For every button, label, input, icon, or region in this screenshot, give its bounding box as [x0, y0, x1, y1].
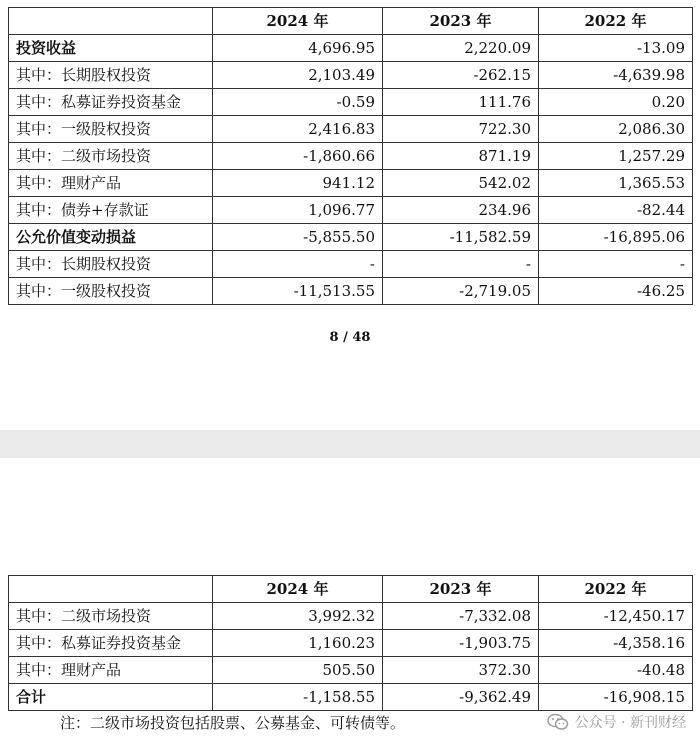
table-row	[9, 251, 693, 278]
value-cell: -12,450.17	[539, 603, 693, 630]
table-row	[9, 170, 693, 197]
value-cell: 871.19	[383, 143, 539, 170]
value-cell: -46.25	[539, 278, 693, 305]
value-cell: -40.48	[539, 657, 693, 684]
value-cell: -16,895.06	[539, 224, 693, 251]
page-separator	[0, 430, 700, 458]
value-cell: 1,160.23	[213, 630, 383, 657]
value-cell: -11,582.59	[383, 224, 539, 251]
row-label: 其中：长期股权投资	[9, 62, 213, 89]
header-cell	[9, 8, 213, 35]
value-cell: 4,696.95	[213, 35, 383, 62]
wechat-icon	[547, 713, 569, 731]
header-cell: 2022 年	[539, 576, 693, 603]
value-cell: -0.59	[213, 89, 383, 116]
value-cell: 234.96	[383, 197, 539, 224]
footnote: 注：二级市场投资包括股票、公募基金、可转债等。	[60, 714, 406, 732]
table-row	[9, 62, 693, 89]
value-cell: 2,103.49	[213, 62, 383, 89]
table-row	[9, 89, 693, 116]
row-label: 其中：理财产品	[9, 170, 213, 197]
value-cell: -7,332.08	[383, 603, 539, 630]
value-cell: 2,416.83	[213, 116, 383, 143]
row-label: 其中：债券+存款证	[9, 197, 213, 224]
table-header-row	[9, 576, 693, 603]
header-cell: 2024 年	[213, 8, 383, 35]
header-cell: 2023 年	[383, 576, 539, 603]
header-cell: 2023 年	[383, 8, 539, 35]
value-cell: -9,362.49	[383, 684, 539, 711]
value-cell: -262.15	[383, 62, 539, 89]
header-cell	[9, 576, 213, 603]
watermark-text: 公众号 · 新刊财经	[574, 715, 686, 731]
row-label: 其中：一级股权投资	[9, 116, 213, 143]
value-cell: 372.30	[383, 657, 539, 684]
row-label: 其中：二级市场投资	[9, 143, 213, 170]
table-row	[9, 603, 693, 630]
value-cell: -82.44	[539, 197, 693, 224]
header-cell: 2024 年	[213, 576, 383, 603]
value-cell: 3,992.32	[213, 603, 383, 630]
value-cell: -4,358.16	[539, 630, 693, 657]
value-cell: 1,096.77	[213, 197, 383, 224]
secondary-market-table	[8, 575, 693, 711]
value-cell: -2,719.05	[383, 278, 539, 305]
table-row	[9, 278, 693, 305]
table-row	[9, 143, 693, 170]
page-number: 8 / 48	[329, 330, 371, 345]
table-header-row	[9, 8, 693, 35]
value-cell: 722.30	[383, 116, 539, 143]
table-row	[9, 684, 693, 711]
table-row	[9, 197, 693, 224]
value-cell: 941.12	[213, 170, 383, 197]
table-body	[9, 603, 693, 711]
value-cell: 542.02	[383, 170, 539, 197]
table-row	[9, 116, 693, 143]
value-cell: 1,257.29	[539, 143, 693, 170]
table-row	[9, 35, 693, 62]
value-cell: 505.50	[213, 657, 383, 684]
value-cell: -4,639.98	[539, 62, 693, 89]
row-label: 其中：私募证券投资基金	[9, 89, 213, 116]
value-cell: -16,908.15	[539, 684, 693, 711]
value-cell: -	[213, 251, 383, 278]
value-cell: 1,365.53	[539, 170, 693, 197]
value-cell: -	[383, 251, 539, 278]
row-label: 其中：长期股权投资	[9, 251, 213, 278]
value-cell: -1,903.75	[383, 630, 539, 657]
header-cell: 2022 年	[539, 8, 693, 35]
value-cell: 0.20	[539, 89, 693, 116]
value-cell: -11,513.55	[213, 278, 383, 305]
row-label: 其中：理财产品	[9, 657, 213, 684]
row-label: 其中：一级股权投资	[9, 278, 213, 305]
value-cell: 2,086.30	[539, 116, 693, 143]
table-row	[9, 657, 693, 684]
table-body	[9, 35, 693, 305]
investment-income-table	[8, 7, 693, 305]
value-cell: -	[539, 251, 693, 278]
row-label: 其中：私募证券投资基金	[9, 630, 213, 657]
row-label: 投资收益	[9, 35, 213, 62]
value-cell: -1,860.66	[213, 143, 383, 170]
row-label: 其中：二级市场投资	[9, 603, 213, 630]
value-cell: 2,220.09	[383, 35, 539, 62]
value-cell: -1,158.55	[213, 684, 383, 711]
watermark	[547, 712, 686, 732]
value-cell: -13.09	[539, 35, 693, 62]
value-cell: -5,855.50	[213, 224, 383, 251]
row-label: 公允价值变动损益	[9, 224, 213, 251]
row-label: 合计	[9, 684, 213, 711]
table-row	[9, 630, 693, 657]
table-row	[9, 224, 693, 251]
value-cell: 111.76	[383, 89, 539, 116]
